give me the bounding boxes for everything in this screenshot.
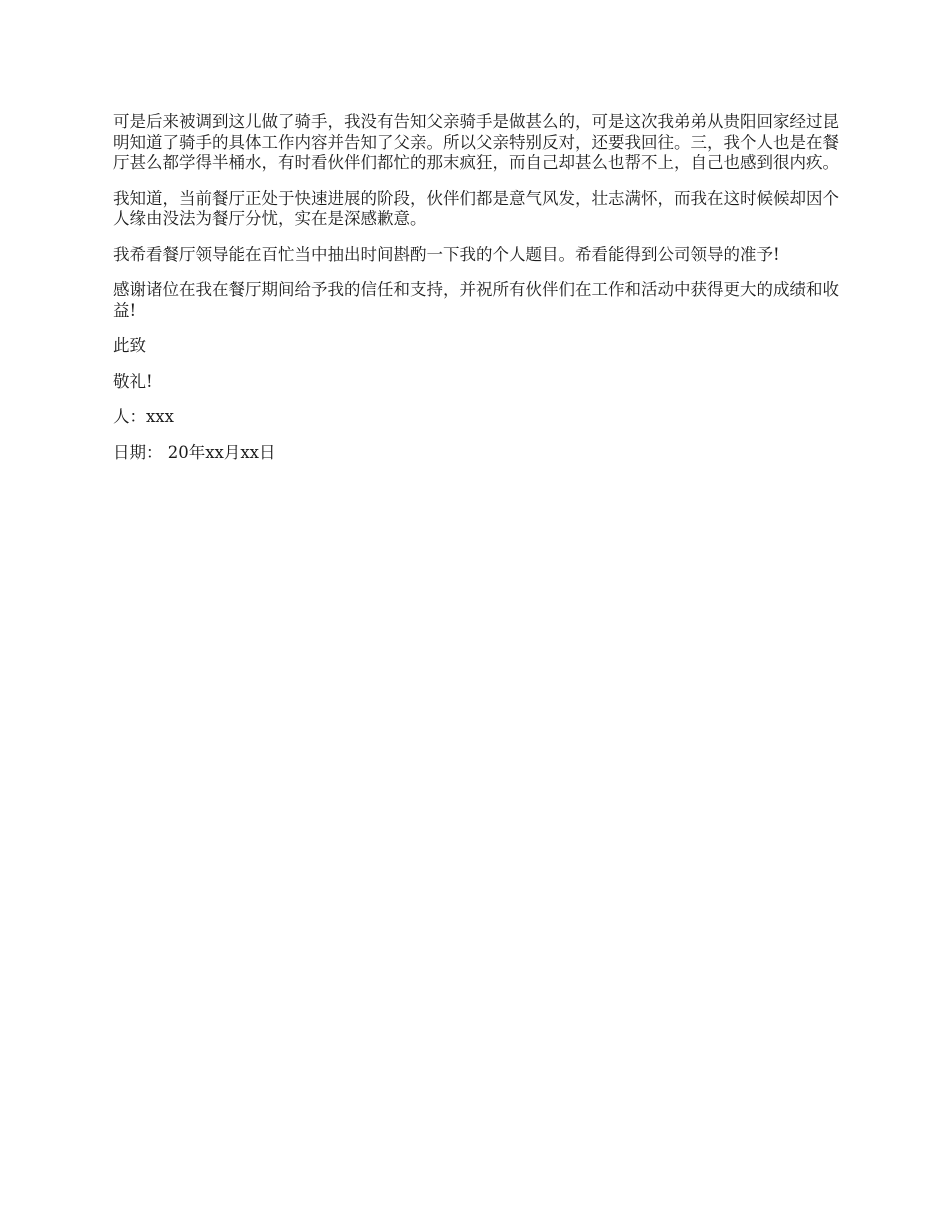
document-body [113,112,843,478]
paragraph-4: 感谢诸位在我在餐厅期间给予我的信任和支持，并祝所有伙伴们在工作和活动中获得更大的成绩和收益! [113,280,839,320]
signer-line: 人：xxx [113,407,174,426]
salutation-line: 敬礼! [113,371,153,391]
date-line: 日期： 20年xx月xx日 [113,442,276,462]
closing-line: 此致 [113,336,146,355]
paragraph-3: 我希看餐厅领导能在百忙当中抽出时间斟酌一下我的个人题目。希看能得到公司领导的准予! [113,244,780,264]
paragraph-1: 可是后来被调到这儿做了骑手，我没有告知父亲骑手是做甚么的，可是这次我弟弟从贵阳回家经过昆明知道了骑手的具体工作内容并告知了父亲。所以父亲特别反对，还要我回往。三，我个人也是在餐厅甚么都学得半桶水，有时看伙伴们都忙的那末疯狂，而自己却甚么也帮不上，自己也感到很内疚。 [113,112,839,172]
paragraph-2: 我知道，当前餐厅正处于快速进展的阶段，伙伴们都是意气风发，壮志满怀，而我在这时候候却因个人缘由没法为餐厅分忧，实在是深感歉意。 [113,188,839,228]
